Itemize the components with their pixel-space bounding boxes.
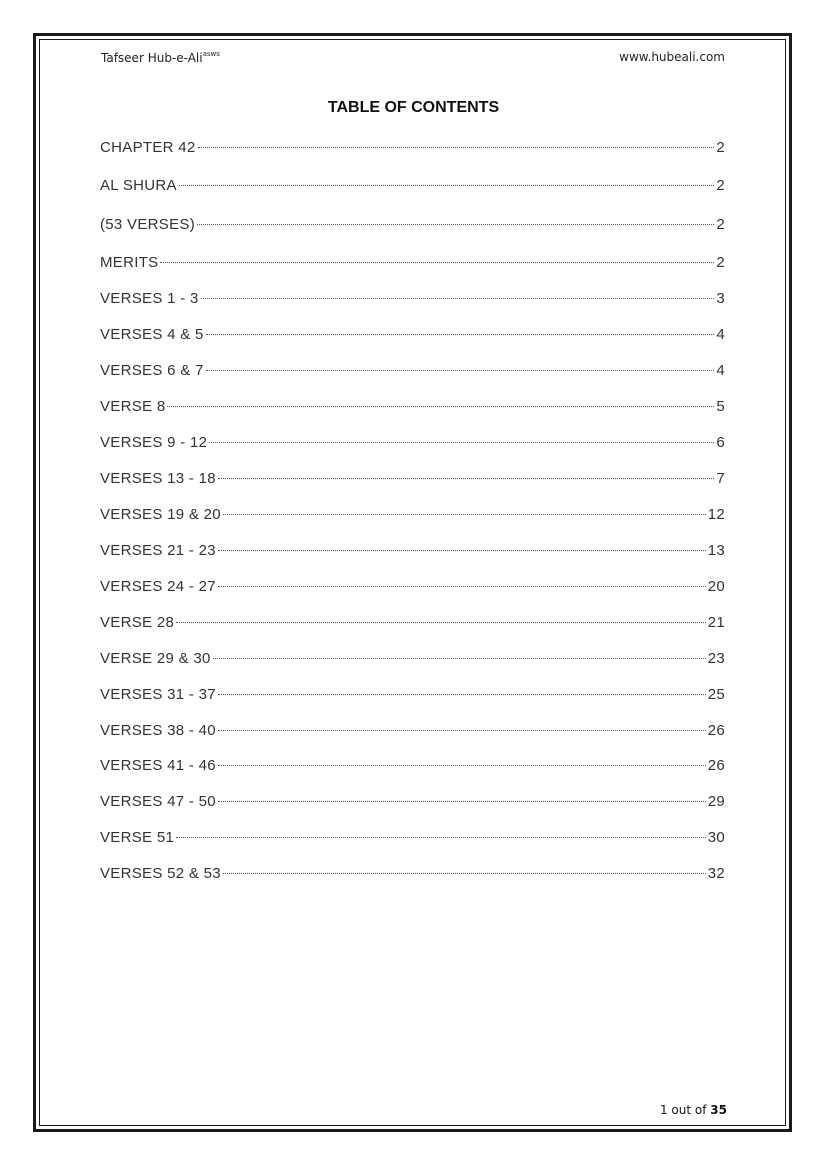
toc-entry-page: 12 [707,506,725,523]
header-title-text: Tafseer Hub-e-Ali [101,51,203,65]
toc-entry-label: VERSES 52 & 53 [100,865,221,882]
toc-dot-leader [218,585,706,587]
toc-entry-page: 7 [716,470,725,487]
toc-heading: TABLE OF CONTENTS [327,99,500,116]
toc-entry-label: VERSE 28 [100,614,175,631]
toc-dot-leader [160,261,714,263]
toc-entry[interactable] [100,829,725,846]
toc-dot-leader [167,405,714,407]
page-total: 35 [710,1103,727,1117]
toc-entry[interactable] [100,362,725,379]
toc-entry-page: 5 [716,398,725,415]
toc-entry-page: 32 [707,865,725,882]
header-book-title [101,50,220,65]
toc-entry-page: 20 [707,578,725,595]
toc-entry-page: 30 [707,829,725,846]
toc-entry-label: VERSES 9 - 12 [100,434,208,451]
toc-dot-leader [209,441,714,443]
toc-entry-label: VERSE 8 [100,398,166,415]
toc-entry[interactable] [100,398,725,415]
toc-entry-label: MERITS [100,254,159,271]
toc-dot-leader [179,184,714,186]
toc-dot-leader [206,333,715,335]
toc-entry-page: 21 [707,614,725,631]
toc-entry[interactable] [100,650,725,667]
toc-entry[interactable] [100,865,725,882]
toc-entry-label: VERSES 19 & 20 [100,506,221,523]
toc-entry-label: VERSES 47 - 50 [100,793,216,810]
toc-dot-leader [213,657,706,659]
toc-entry-label: VERSE 29 & 30 [100,650,211,667]
toc-entry[interactable] [100,254,725,271]
toc-entry-page: 23 [707,650,725,667]
toc-entry[interactable] [100,216,725,233]
toc-entry-label: (53 VERSES) [100,216,195,233]
toc-dot-leader [198,146,715,148]
page-current: 1 [659,1103,668,1117]
toc-entry[interactable] [100,326,725,343]
toc-dot-leader [197,223,714,225]
toc-entry-page: 13 [707,542,725,559]
toc-entry-label: VERSES 21 - 23 [100,542,216,559]
toc-entry-page: 2 [716,139,725,156]
toc-entry-page: 25 [707,686,725,703]
toc-entry[interactable] [100,757,725,774]
toc-dot-leader [223,513,706,515]
toc-entry-label: VERSES 31 - 37 [100,686,216,703]
toc-entry[interactable] [100,793,725,810]
toc-entry-page: 26 [707,722,725,739]
toc-dot-leader [176,836,706,838]
toc-entry[interactable] [100,542,725,559]
toc-entry-label: CHAPTER 42 [100,139,196,156]
header-title-superscript: asws [202,50,220,58]
toc-dot-leader [201,297,715,299]
toc-dot-leader [218,764,706,766]
toc-entry-page: 6 [716,434,725,451]
toc-entry-label: VERSES 41 - 46 [100,757,216,774]
toc-entry-page: 2 [716,254,725,271]
toc-entry-label: VERSE 51 [100,829,175,846]
toc-entry-label: VERSES 4 & 5 [100,326,204,343]
toc-entry[interactable] [100,470,725,487]
toc-dot-leader [218,693,706,695]
toc-entry[interactable] [100,139,725,156]
page-number [660,1103,727,1117]
toc-entry-page: 29 [707,793,725,810]
toc-entry-page: 2 [716,177,725,194]
toc-dot-leader [223,872,706,874]
toc-entry-label: AL SHURA [100,177,177,194]
toc-dot-leader [206,369,715,371]
toc-entry-page: 26 [707,757,725,774]
toc-entry[interactable] [100,578,725,595]
header-website-url[interactable]: www.hubeali.com [619,50,725,64]
toc-entry-page: 4 [716,326,725,343]
toc-entry-page: 3 [716,290,725,307]
toc-entry-page: 2 [716,216,725,233]
toc-entry[interactable] [100,290,725,307]
toc-entry-label: VERSES 6 & 7 [100,362,204,379]
toc-dot-leader [218,477,714,479]
toc-entry[interactable] [100,177,725,194]
toc-entry[interactable] [100,434,725,451]
toc-entry-label: VERSES 38 - 40 [100,722,216,739]
toc-entry-label: VERSES 24 - 27 [100,578,216,595]
toc-entry[interactable] [100,686,725,703]
toc-dot-leader [176,621,706,623]
toc-entry-label: VERSES 1 - 3 [100,290,199,307]
toc-entry[interactable] [100,722,725,739]
toc-dot-leader [218,549,706,551]
toc-dot-leader [218,800,706,802]
toc-entry-page: 4 [716,362,725,379]
toc-entry[interactable] [100,614,725,631]
toc-entry-label: VERSES 13 - 18 [100,470,216,487]
toc-dot-leader [218,729,706,731]
toc-entry[interactable] [100,506,725,523]
page-separator: out of [671,1103,707,1117]
